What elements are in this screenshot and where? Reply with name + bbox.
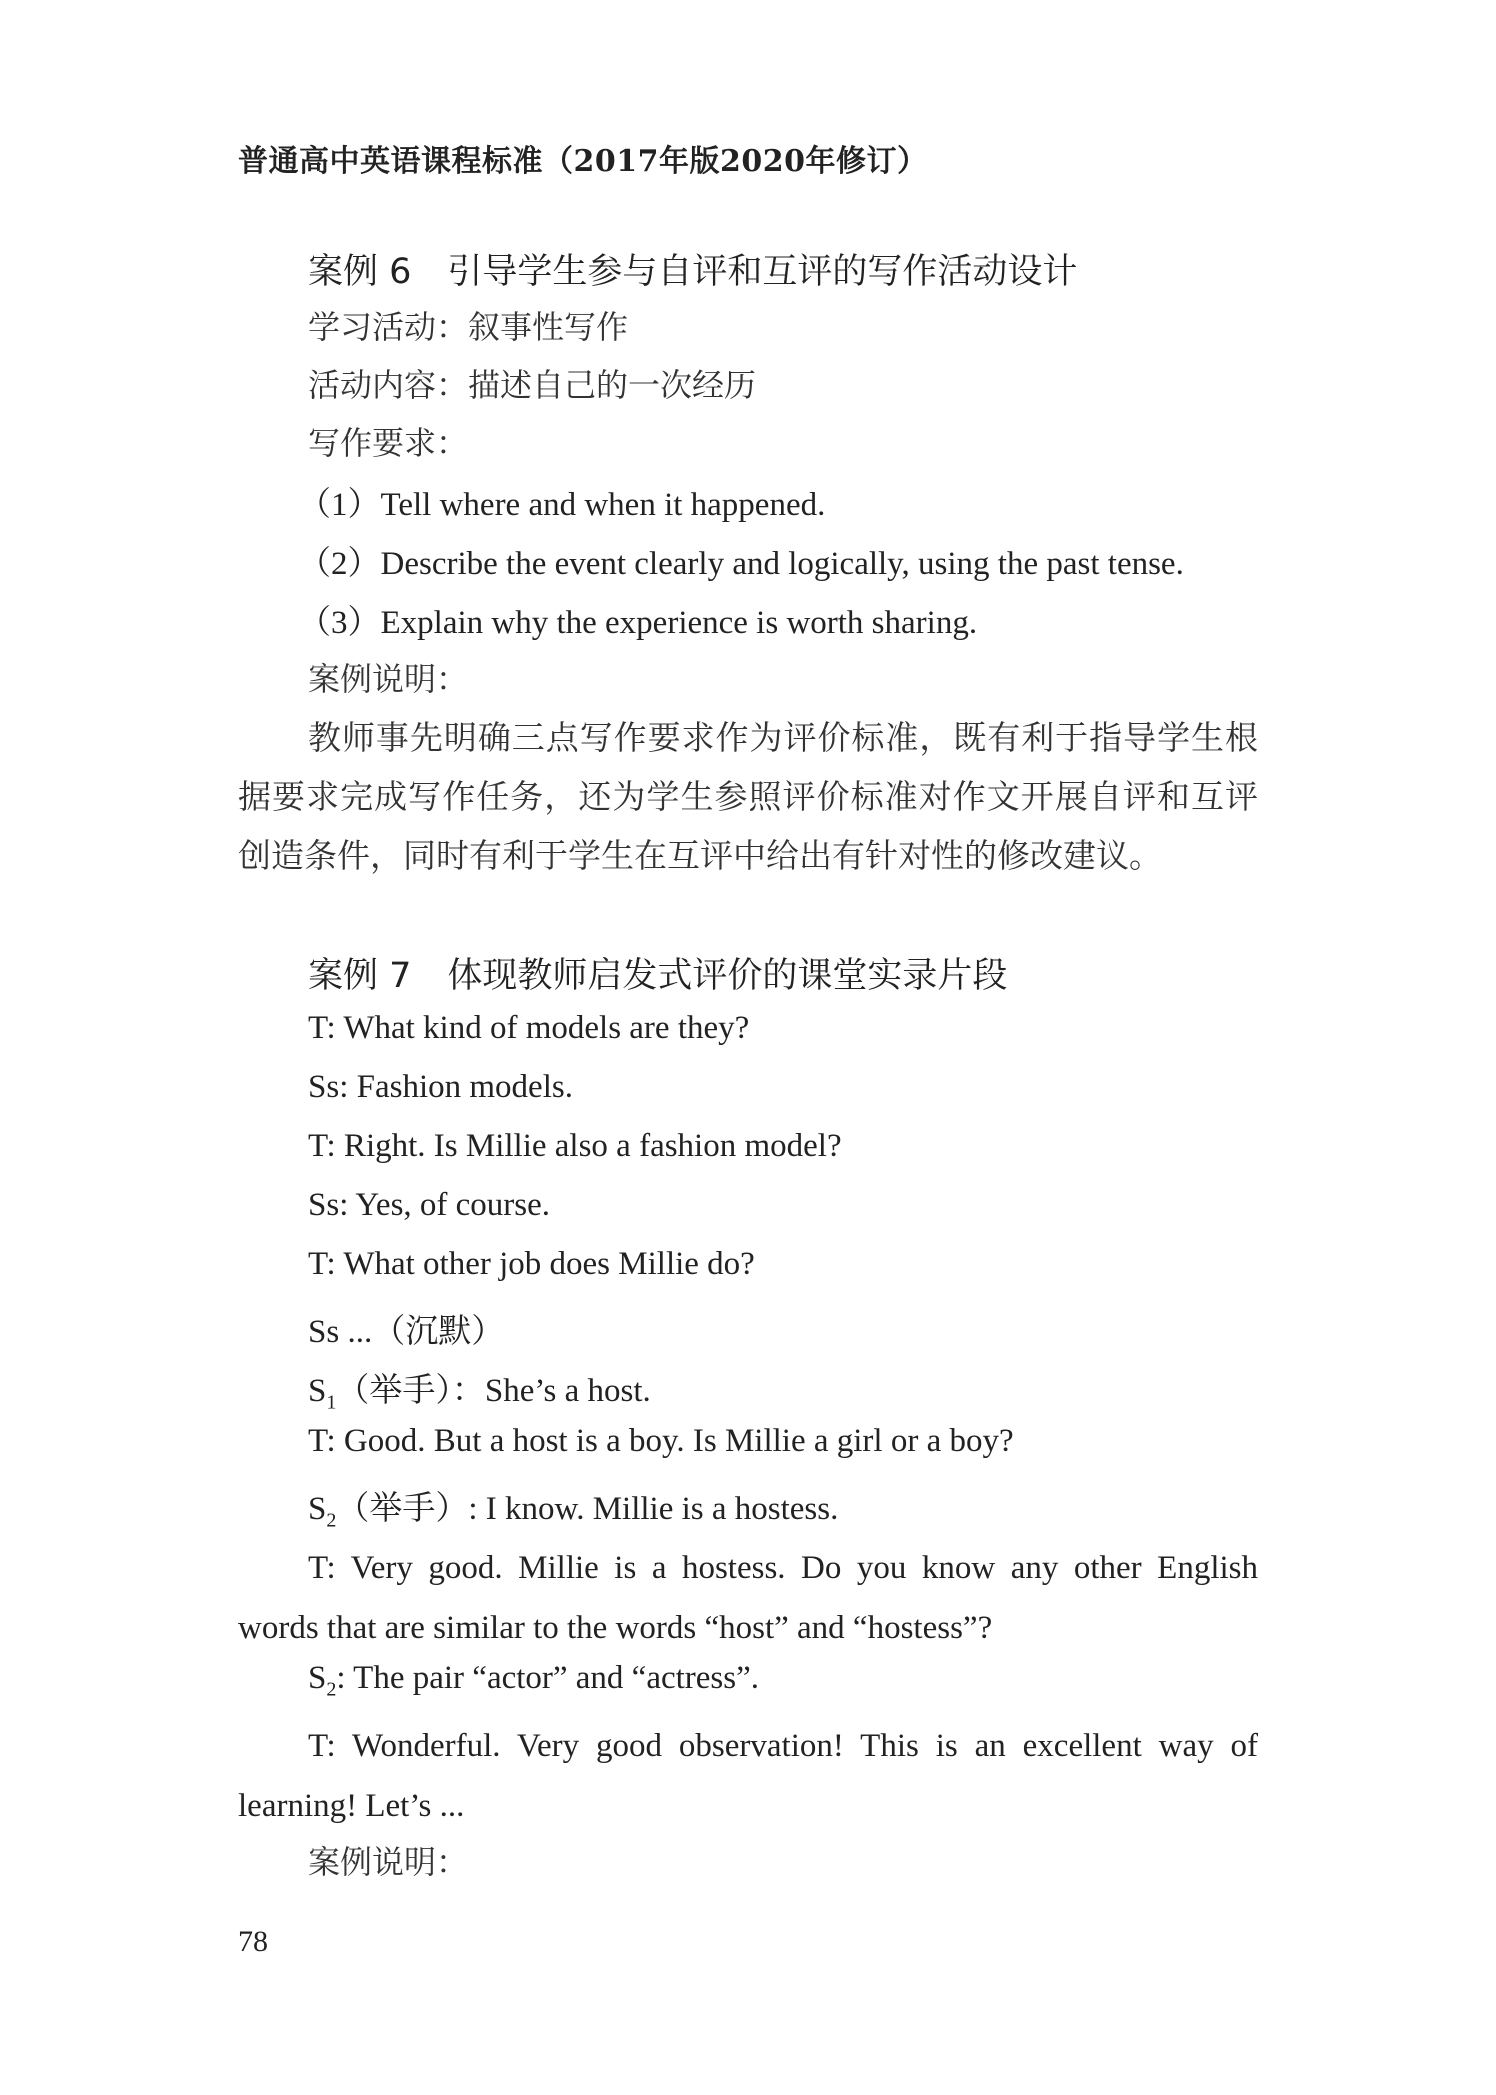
case7-title: 体现教师启发式评价的课堂实录片段: [447, 956, 1008, 996]
s2a-subscript: 2: [326, 1509, 337, 1532]
case6-requirements-label: 写作要求：: [308, 424, 469, 462]
case6-number: 案例 6: [308, 252, 412, 292]
dialogue-line-1: T: What kind of models are they?: [308, 1010, 750, 1046]
dialogue-line-5: T: What other job does Millie do?: [308, 1246, 755, 1282]
case6-requirement-2: （2）Describe the event clearly and logically, using the past tense.: [298, 546, 1184, 582]
s2b-text: : The pair “actor” and “actress”.: [336, 1660, 760, 1696]
dialogue-line-4: Ss: Yes, of course.: [308, 1187, 551, 1223]
case6-activity: 学习活动：叙事性写作: [308, 308, 629, 346]
s2b-subscript: 2: [326, 1678, 337, 1701]
dialogue-line-boy: T: Good. But a host is a boy. Is Millie a girl or a boy?: [308, 1423, 1014, 1459]
case6-heading: [308, 244, 1077, 294]
s2a-text: （举手）: I know. Millie is a hostess.: [336, 1491, 839, 1527]
dialogue-line-s2b: $S_2$: The pair “actor” and “actress”.: [308, 1660, 760, 1701]
dialogue-para-host: T: Very good. Millie is a hostess. Do you know any other English words that are similar to the words “host” and “hostess”?: [238, 1550, 1258, 1646]
s1-text: （举手）：She’s a host.: [336, 1373, 651, 1409]
page-number: 78: [238, 1925, 268, 1958]
dialogue-line-6: Ss ...（沉默）: [308, 1314, 505, 1350]
running-head: 普通高中英语课程标准（2017年版2020年修订）: [238, 144, 928, 179]
case6-explanation-label: 案例说明：: [308, 660, 469, 698]
case7-number: 案例 7: [308, 956, 412, 996]
dialogue-line-s1: $S_1$（举手）：She’s a host.: [308, 1373, 651, 1414]
dialogue-line-s2a: $S_2$（举手）: I know. Millie is a hostess.: [308, 1491, 839, 1532]
case6-content: 活动内容：描述自己的一次经历: [308, 366, 757, 404]
dialogue-line-2: Ss: Fashion models.: [308, 1069, 573, 1105]
case7-explanation-label: 案例说明：: [308, 1843, 469, 1881]
case6-requirement-1: （1）Tell where and when it happened.: [298, 487, 826, 523]
case7-heading: [308, 948, 1007, 998]
dialogue-line-3: T: Right. Is Millie also a fashion model?: [308, 1128, 842, 1164]
dialogue-para-wonderful: T: Wonderful. Very good observation! This is an excellent way of learning! Let’s ...: [238, 1728, 1258, 1824]
case6-title: 引导学生参与自评和互评的写作活动设计: [447, 252, 1078, 292]
case6-explanation: 教师事先明确三点写作要求作为评价标准，既有利于指导学生根据要求完成写作任务，还为学生参照评价标准对作文开展自评和互评创造条件，同时有利于学生在互评中给出有针对性的修改建议。: [238, 718, 1258, 875]
s1-subscript: 1: [326, 1391, 337, 1414]
case6-requirement-3: （3）Explain why the experience is worth sharing.: [298, 605, 978, 641]
